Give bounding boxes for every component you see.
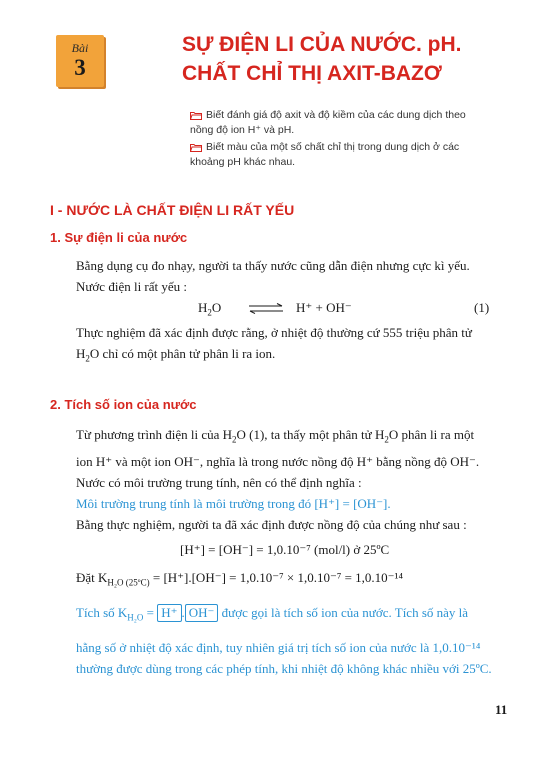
blue-paragraph xyxy=(76,602,508,679)
folder-icon xyxy=(190,111,202,119)
objective-item xyxy=(190,108,510,138)
objectives-list xyxy=(190,108,510,172)
page-title-line2: CHẤT CHỈ THỊ AXIT-BAZƠ xyxy=(182,62,442,85)
lesson-badge xyxy=(56,35,104,87)
objective-text: Biết đánh giá độ axit và độ kiềm của các dung dịch theo xyxy=(206,109,466,121)
text-line: ion H⁺ và một ion OH⁻, nghĩa là trong nước nồng độ H⁺ bằng nồng độ OH⁻. xyxy=(76,453,480,469)
page-title-line1: SỰ ĐIỆN LI CỦA NƯỚC. pH. xyxy=(182,33,462,56)
paragraph xyxy=(76,255,508,297)
section-heading: I - NƯỚC LÀ CHẤT ĐIỆN LI RẤT YẾU xyxy=(50,202,295,218)
objective-text: Biết màu của một số chất chỉ thị trong dung dịch ở các xyxy=(206,141,460,153)
subsection-heading: 1. Sự điện li của nước xyxy=(50,230,188,245)
objective-text: nồng độ ion H⁺ và pH. xyxy=(190,124,295,136)
h-ion-bracket: H⁺ xyxy=(157,604,181,622)
text-line: Bằng thực nghiệm, người ta đã xác định được nồng độ của chúng như sau : xyxy=(76,516,467,532)
lesson-badge-number: 3 xyxy=(74,55,86,80)
equation-number: (1) xyxy=(474,300,490,315)
equation-ion-product: Đặt $K_{H_2O (25ºC)} = [H^+].[OH^-] = 1,0.10^{-7} \times 1,0.10^{-7} = 1,0.10^{-14}$ xyxy=(76,570,403,588)
paragraph xyxy=(76,424,508,535)
text-line: hằng số ở nhiệt độ xác định, tuy nhiên giá trị tích số ion của nước là 1,0.10⁻¹⁴ xyxy=(76,639,481,655)
text-line: $H_2O$ chỉ có một phân tử phân li ra ion. xyxy=(76,346,276,364)
oh-ion-bracket: OH⁻ xyxy=(185,604,219,622)
text-line: Nước có môi trường trung tính, nên có thể định nghĩa : xyxy=(76,474,362,490)
subsection-heading: 2. Tích số ion của nước xyxy=(50,397,197,412)
objective-text: khoảng pH khác nhau. xyxy=(190,156,296,168)
text-line: Nước điện li rất yếu : xyxy=(76,279,188,294)
definition-line: Môi trường trung tính là môi trường trong đó [H⁺] = [OH⁻]. xyxy=(76,495,391,511)
equation-right: H⁺ + OH⁻ xyxy=(296,300,352,315)
lesson-badge-label: Bài xyxy=(71,41,89,55)
page-title xyxy=(182,30,522,88)
text-line: thường được dùng trong các phép tính, khi nhiệt độ không khác nhiều với 25ºC. xyxy=(76,660,492,676)
equilibrium-arrow-icon xyxy=(248,302,284,320)
paragraph xyxy=(76,322,508,370)
text-line: Thực nghiệm đã xác định được rằng, ở nhiệt độ thường cứ 555 triệu phân tử xyxy=(76,325,472,340)
text-line: Bằng dụng cụ đo nhạy, người ta thấy nước cũng dẫn điện nhưng cực kì yếu. xyxy=(76,258,470,273)
text-line: Từ phương trình điện li của $H_2O$ (1), ta thấy một phân tử $H_2O$ phân li ra một xyxy=(76,427,475,445)
equation-left: $H_2O$ xyxy=(198,300,222,318)
page-number: 11 xyxy=(495,702,508,717)
text-line: Tích số $K_{H_2O} = H^+$ . OH⁻ được gọi là tích số ion của nước. Tích số này là xyxy=(76,605,469,623)
folder-icon xyxy=(190,143,202,151)
objective-item xyxy=(190,140,510,170)
equation-concentration: [H⁺] = [OH⁻] = 1,0.10⁻⁷ (mol/l) ở 25ºC xyxy=(180,542,390,557)
